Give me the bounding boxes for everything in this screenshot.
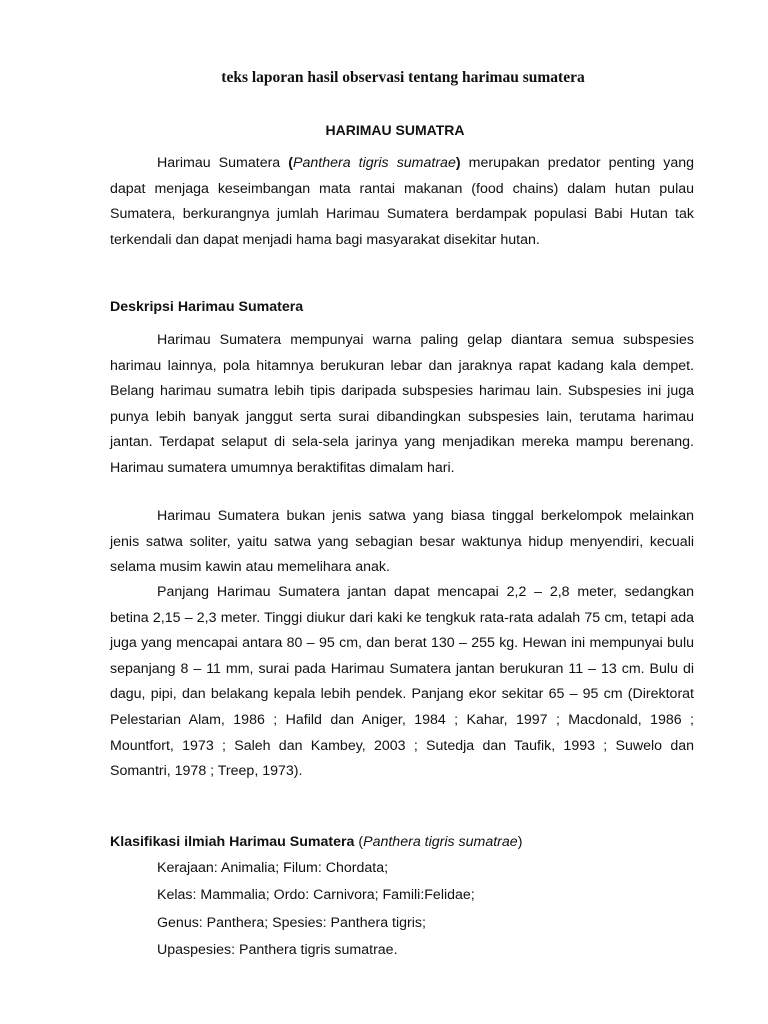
klasifikasi-list [157, 855, 475, 965]
klasifikasi-paren-close: ) [517, 834, 523, 850]
list-item: Kelas: Mammalia; Ordo: Carnivora; Famili:Felidae; [157, 887, 475, 904]
list-item: Kerajaan: Animalia; Filum: Chordata; [157, 860, 389, 876]
intro-latin-name: Panthera tigris sumatrae [293, 155, 456, 171]
intro-paren-open: ( [288, 155, 294, 171]
klasifikasi-heading [110, 832, 694, 852]
list-item: Genus: Panthera; Spesies: Panthera tigris; [157, 914, 426, 931]
deskripsi-paragraph-3: Panjang Harimau Sumatera jantan dapat mencapai 2,2 – 2,8 meter, sedangkan betina 2,15 – 2,3 meter. Tinggi diukur dari kaki ke tengkuk rata-rata adalah 75 cm, tetapi ada juga yang mencapai antara 80 – 95 cm, dan berat 130 – 255 kg. Hewan ini mempunyai bulu sepanjang 8 – 11 mm, surai pada Harimau Sumatera jantan berukuran 11 – 13 cm. Bulu di dagu, pipi, dan belakang kepala lebih pendek. Panjang ekor sekitar 65 – 95 cm (Direktorat Pelestarian Alam, 1986 ; Hafild dan Aniger, 1984 ; Kahar, 1997 ; Macdonald, 1986 ; Mountfort, 1973 ; Saleh dan Kambey, 2003 ; Sutedja dan Taufik, 1993 ; Suwelo dan Somantri, 1978 ; Treep, 1973). [110, 584, 694, 780]
klasifikasi-paren-open: ( [354, 834, 364, 850]
klasifikasi-latin-name: Panthera tigris sumatrae [363, 834, 518, 850]
deskripsi-paragraph-2: Harimau Sumatera bukan jenis satwa yang biasa tinggal berkelompok melainkan jenis satwa soliter, yaitu satwa yang sebagian besar waktunya hidup menyendiri, kecuali selama musim kawin atau memelihara anak. [110, 508, 694, 576]
deskripsi-heading-text: Deskripsi Harimau Sumatera [110, 299, 304, 315]
deskripsi-paragraph-1: Harimau Sumatera mempunyai warna paling gelap diantara semua subspesies harimau lainnya, pola hitamnya berukuran lebar dan jaraknya rapat kadang kala dempet. Belang harimau sumatra lebih tipis daripada subspesies harimau lain. Subspesies ini juga punya lebih banyak janggut serta surai dibandingkan subspesies lain, terutama harimau jantan. Terdapat selaput di sela-sela jarinya yang menjadikan mereka mampu berenang. Harimau sumatera umumnya beraktifitas dimalam hari. [110, 332, 694, 476]
klasifikasi-heading-text: Klasifikasi ilmiah Harimau Sumatera [110, 834, 355, 850]
document-title: teks laporan hasil observasi tentang harimau sumatera [221, 69, 585, 86]
section-heading: HARIMAU SUMATRA [325, 122, 465, 138]
deskripsi-heading [110, 297, 694, 317]
list-item: Upaspesies: Panthera tigris sumatrae. [157, 942, 398, 959]
intro-text-start: Harimau Sumatera [157, 155, 289, 171]
intro-paren-close: ) [455, 155, 461, 171]
intro-paragraph [110, 151, 694, 253]
intro-text-end: merupakan predator penting yang dapat menjaga keseimbangan mata rantai makanan (food chains) dalam hutan pulau Sumatera, berkurangnya jumlah Harimau Sumatera berdampak populasi Babi Hutan tak terkendali dan dapat menjadi hama bagi masyarakat disekitar hutan. [110, 155, 695, 248]
